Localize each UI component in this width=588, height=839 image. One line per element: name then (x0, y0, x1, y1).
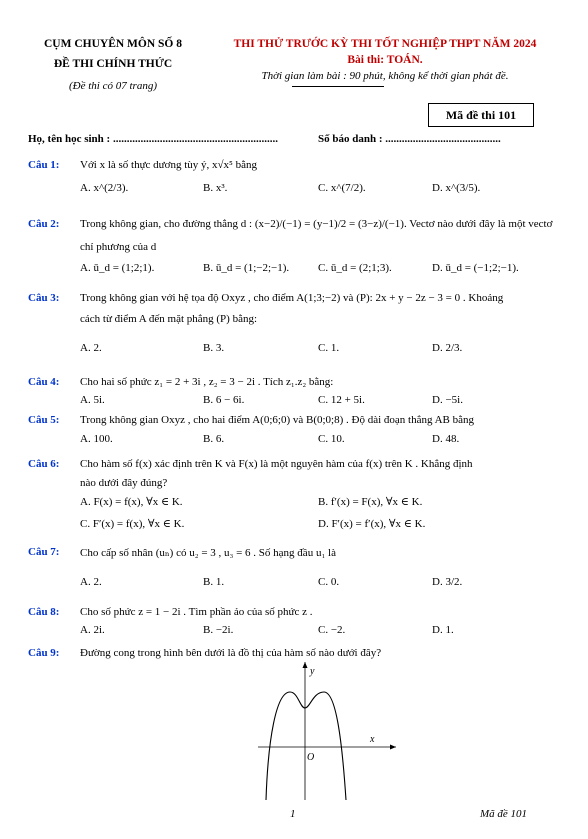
q8-opt-a: A. 2i. (80, 624, 105, 636)
cluster-name: CỤM CHUYÊN MÔN SỐ 8 (44, 38, 182, 50)
q1-opt-c: C. x^(7/2). (318, 182, 366, 194)
q3-opt-b: B. 3. (203, 342, 225, 354)
q4-opt-b: B. 6 − 6i. (203, 394, 245, 406)
q5-opt-d: D. 48. (432, 433, 460, 445)
q8-opt-c: C. −2. (318, 624, 346, 636)
q6-text: Cho hàm số f(x) xác định trên K và F(x) là một nguyên hàm của f(x) trên K . Khẳng định (80, 458, 473, 470)
q7-opt-d: D. 3/2. (432, 576, 463, 588)
q8-opt-b: B. −2i. (203, 624, 234, 636)
header-underline (292, 86, 384, 87)
q5-label: Câu 5: (28, 414, 60, 426)
y-axis-label: y (310, 666, 315, 677)
q8-opt-d: D. 1. (432, 624, 454, 636)
q7-label: Câu 7: (28, 546, 60, 558)
q7-opt-b: B. 1. (203, 576, 225, 588)
q4-opt-a: A. 5i. (80, 394, 105, 406)
q2-label: Câu 2: (28, 218, 60, 230)
q2-opt-c: C. ū_d = (2;1;3). (318, 262, 392, 274)
q8-text: Cho số phức z = 1 − 2i . Tìm phần ảo của số phức z . (80, 606, 313, 618)
page-number: 1 (290, 808, 296, 820)
q4-opt-d: D. −5i. (432, 394, 463, 406)
official-label: ĐỀ THI CHÍNH THỨC (53, 58, 173, 70)
q5-opt-b: B. 6. (203, 433, 225, 445)
q2-opt-d: D. ū_d = (−1;2;−1). (432, 262, 519, 274)
q6-text-cont: nào dưới đây đúng? (80, 477, 168, 489)
curve (266, 692, 346, 800)
q1-label: Câu 1: (28, 159, 60, 171)
x-axis-label: x (370, 734, 375, 745)
q2-opt-a: A. ū_d = (1;2;1). (80, 262, 155, 274)
subject-label: Bài thi: TOÁN. (347, 54, 423, 66)
q3-opt-c: C. 1. (318, 342, 340, 354)
q2-text-cont: chỉ phương của d (80, 241, 157, 253)
q5-opt-c: C. 10. (318, 433, 345, 445)
page-count: (Đề thi có 07 trang) (69, 80, 157, 92)
q5-text: Trong không gian Oxyz , cho hai điểm A(0;6;0) và B(0;0;8) . Độ dài đoạn thẳng AB bằng (80, 414, 475, 426)
footer-code: Mã đề 101 (480, 808, 528, 820)
q6-opt-b: B. f′(x) = F(x), ∀x ∈ K. (318, 496, 423, 508)
q6-opt-c: C. F′(x) = f(x), ∀x ∈ K. (80, 518, 185, 530)
exam-title: THI THỬ TRƯỚC KỲ THI TỐT NGHIỆP THPT NĂM 2024 (233, 38, 537, 50)
q4-opt-c: C. 12 + 5i. (318, 394, 365, 406)
q8-label: Câu 8: (28, 606, 60, 618)
y-axis-arrow (303, 662, 308, 668)
q3-opt-d: D. 2/3. (432, 342, 463, 354)
q7-opt-a: A. 2. (80, 576, 102, 588)
q7-text: Cho cấp số nhân (uₙ) có u₂ = 3 , u₃ = 6 . Số hạng đầu u₁ là (80, 547, 336, 559)
q5-opt-a: A. 100. (80, 433, 113, 445)
q3-label: Câu 3: (28, 292, 60, 304)
q2-text: Trong không gian, cho đường thẳng d : (x−2)/(−1) = (y−1)/2 = (3−z)/(−1). Vectơ nào dưới đây là một vectơ (80, 218, 553, 230)
student-name-field: Họ, tên học sinh : ............................................................ (28, 133, 278, 145)
x-axis-arrow (390, 745, 396, 750)
q9-label: Câu 9: (28, 647, 60, 659)
q1-opt-d: D. x^(3/5). (432, 182, 481, 194)
q1-text: Với x là số thực dương tùy ý, x√x⁵ bằng (80, 159, 258, 171)
q6-opt-a: A. F(x) = f(x), ∀x ∈ K. (80, 496, 183, 508)
q1-opt-b: B. x³. (203, 182, 228, 194)
q4-label: Câu 4: (28, 376, 60, 388)
q9-text: Đường cong trong hình bên dưới là đồ thị của hàm số nào dưới đây? (80, 647, 382, 659)
q6-label: Câu 6: (28, 458, 60, 470)
function-graph (258, 660, 398, 800)
q6-opt-d: D. F′(x) = f′(x), ∀x ∈ K. (318, 518, 426, 530)
student-id-field: Số báo danh : .......................................... (318, 133, 501, 145)
duration-label: Thời gian làm bài : 90 phút, không kể thời gian phát đề. (261, 70, 509, 82)
q3-text-cont: cách từ điểm A đến mặt phẳng (P) bằng: (80, 313, 258, 325)
q7-opt-c: C. 0. (318, 576, 340, 588)
exam-code-box: Mã đề thi 101 (428, 103, 534, 127)
q1-opt-a: A. x^(2/3). (80, 182, 129, 194)
q4-text: Cho hai số phức z₁ = 2 + 3i , z₂ = 3 − 2i . Tích z₁.z₂ bằng: (80, 376, 334, 388)
q2-opt-b: B. ū_d = (1;−2;−1). (203, 262, 290, 274)
origin-label: O (307, 752, 315, 763)
q3-opt-a: A. 2. (80, 342, 102, 354)
q3-text: Trong không gian với hệ tọa độ Oxyz , cho điểm A(1;3;−2) và (P): 2x + y − 2z − 3 = 0 . Khoảng (80, 292, 504, 304)
